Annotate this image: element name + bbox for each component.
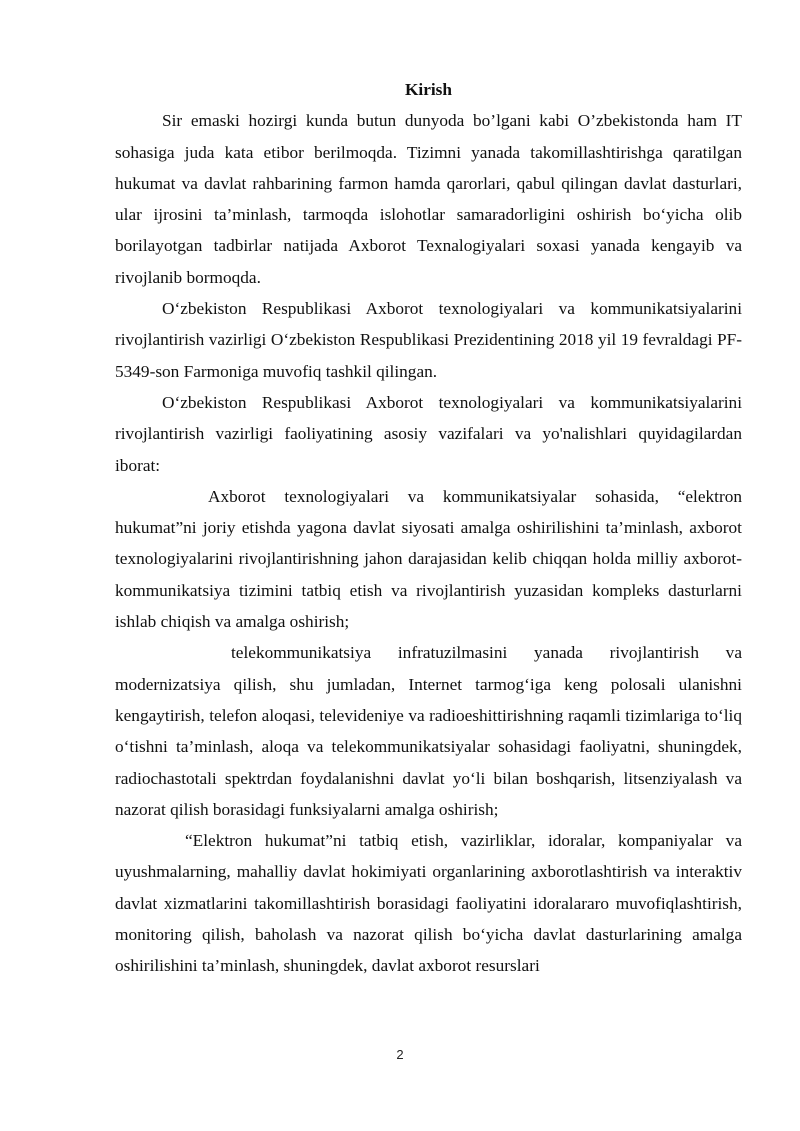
page-number: 2 (396, 1047, 404, 1062)
paragraph-ministry-tasks: O‘zbekiston Respublikasi Axborot texnologiyalari va kommunikatsiyalarini rivojlantirish vazirligi faoliyatining asosiy vazifalari va yo'nalishlari quyidagilardan iborat: (115, 392, 742, 475)
section-heading: Kirish (404, 80, 453, 99)
list-item-e-government-policy: Axborot texnologiyalari va kommunikatsiyalar sohasida, “elektron hukumat”ni joriy etishda yagona davlat siyosati amalga oshirilishini ta’minlash, axborot texnologiyalarini rivojlantirishning jahon darajasidan kelib chiqqan holda milliy axborot-kommunikatsiya tizimini tatbiq etish va rivojlantirish yuzasidan kompleks dasturlarni ishlab chiqish va amalga oshirish; (115, 486, 742, 632)
document-body (115, 74, 742, 982)
list-item-e-government-implementation: “Elektron hukumat”ni tatbiq etish, vazirliklar, idoralar, kompaniyalar va uyushmalarning, mahalliy davlat hokimiyati organlarining axborotlashtirish va interaktiv davlat xizmatlarini takomillashtirish borasidagi faoliyatini idoralararo muvofiqlashtirish, monitoring qilish, baholash va nazorat qilish bo‘yicha davlat dasturlarining amalga oshirilishini ta’minlash, shuningdek, davlat axborot resurslari (115, 831, 742, 976)
paragraph-intro: Sir emaski hozirgi kunda butun dunyoda bo’lgani kabi O’zbekistonda ham IT sohasiga juda kata etibor berilmoqda. Tizimni yanada takomillashtirishga qaratilgan hukumat va davlat rahbarining farmon hamda qarorlari, qabul qilingan davlat dasturlari, ular ijrosini ta’minlash, tarmoqda islohotlar samaradorligini oshirish bo‘yicha olib borilayotgan tadbirlar natijada Axborot Texnalogiyalari soxasi yanada kengayib va rivojlanib bormoqda. (115, 111, 742, 287)
list-item-telecom-infrastructure: telekommunikatsiya infratuzilmasini yanada rivojlantirish va modernizatsiya qilish, shu jumladan, Internet tarmog‘iga keng polosali ulanishni kengaytirish, telefon aloqasi, televideniye va radioeshittirishning raqamli tizimlariga to‘liq o‘tishni ta’minlash, aloqa va telekommunikatsiyalar sohasidagi faoliyatni, shuningdek, radiochastotali spektrdan foydalanishni davlat yo‘li bilan boshqarish, litsenziyalash va nazorat qilish borasidagi funksiyalarni amalga oshirish; (115, 643, 742, 819)
paragraph-ministry-founding: O‘zbekiston Respublikasi Axborot texnologiyalari va kommunikatsiyalarini rivojlantirish vazirligi O‘zbekiston Respublikasi Prezidentining 2018 yil 19 fevraldagi PF-5349-son Farmoniga muvofiq tashkil qilingan. (115, 299, 742, 381)
